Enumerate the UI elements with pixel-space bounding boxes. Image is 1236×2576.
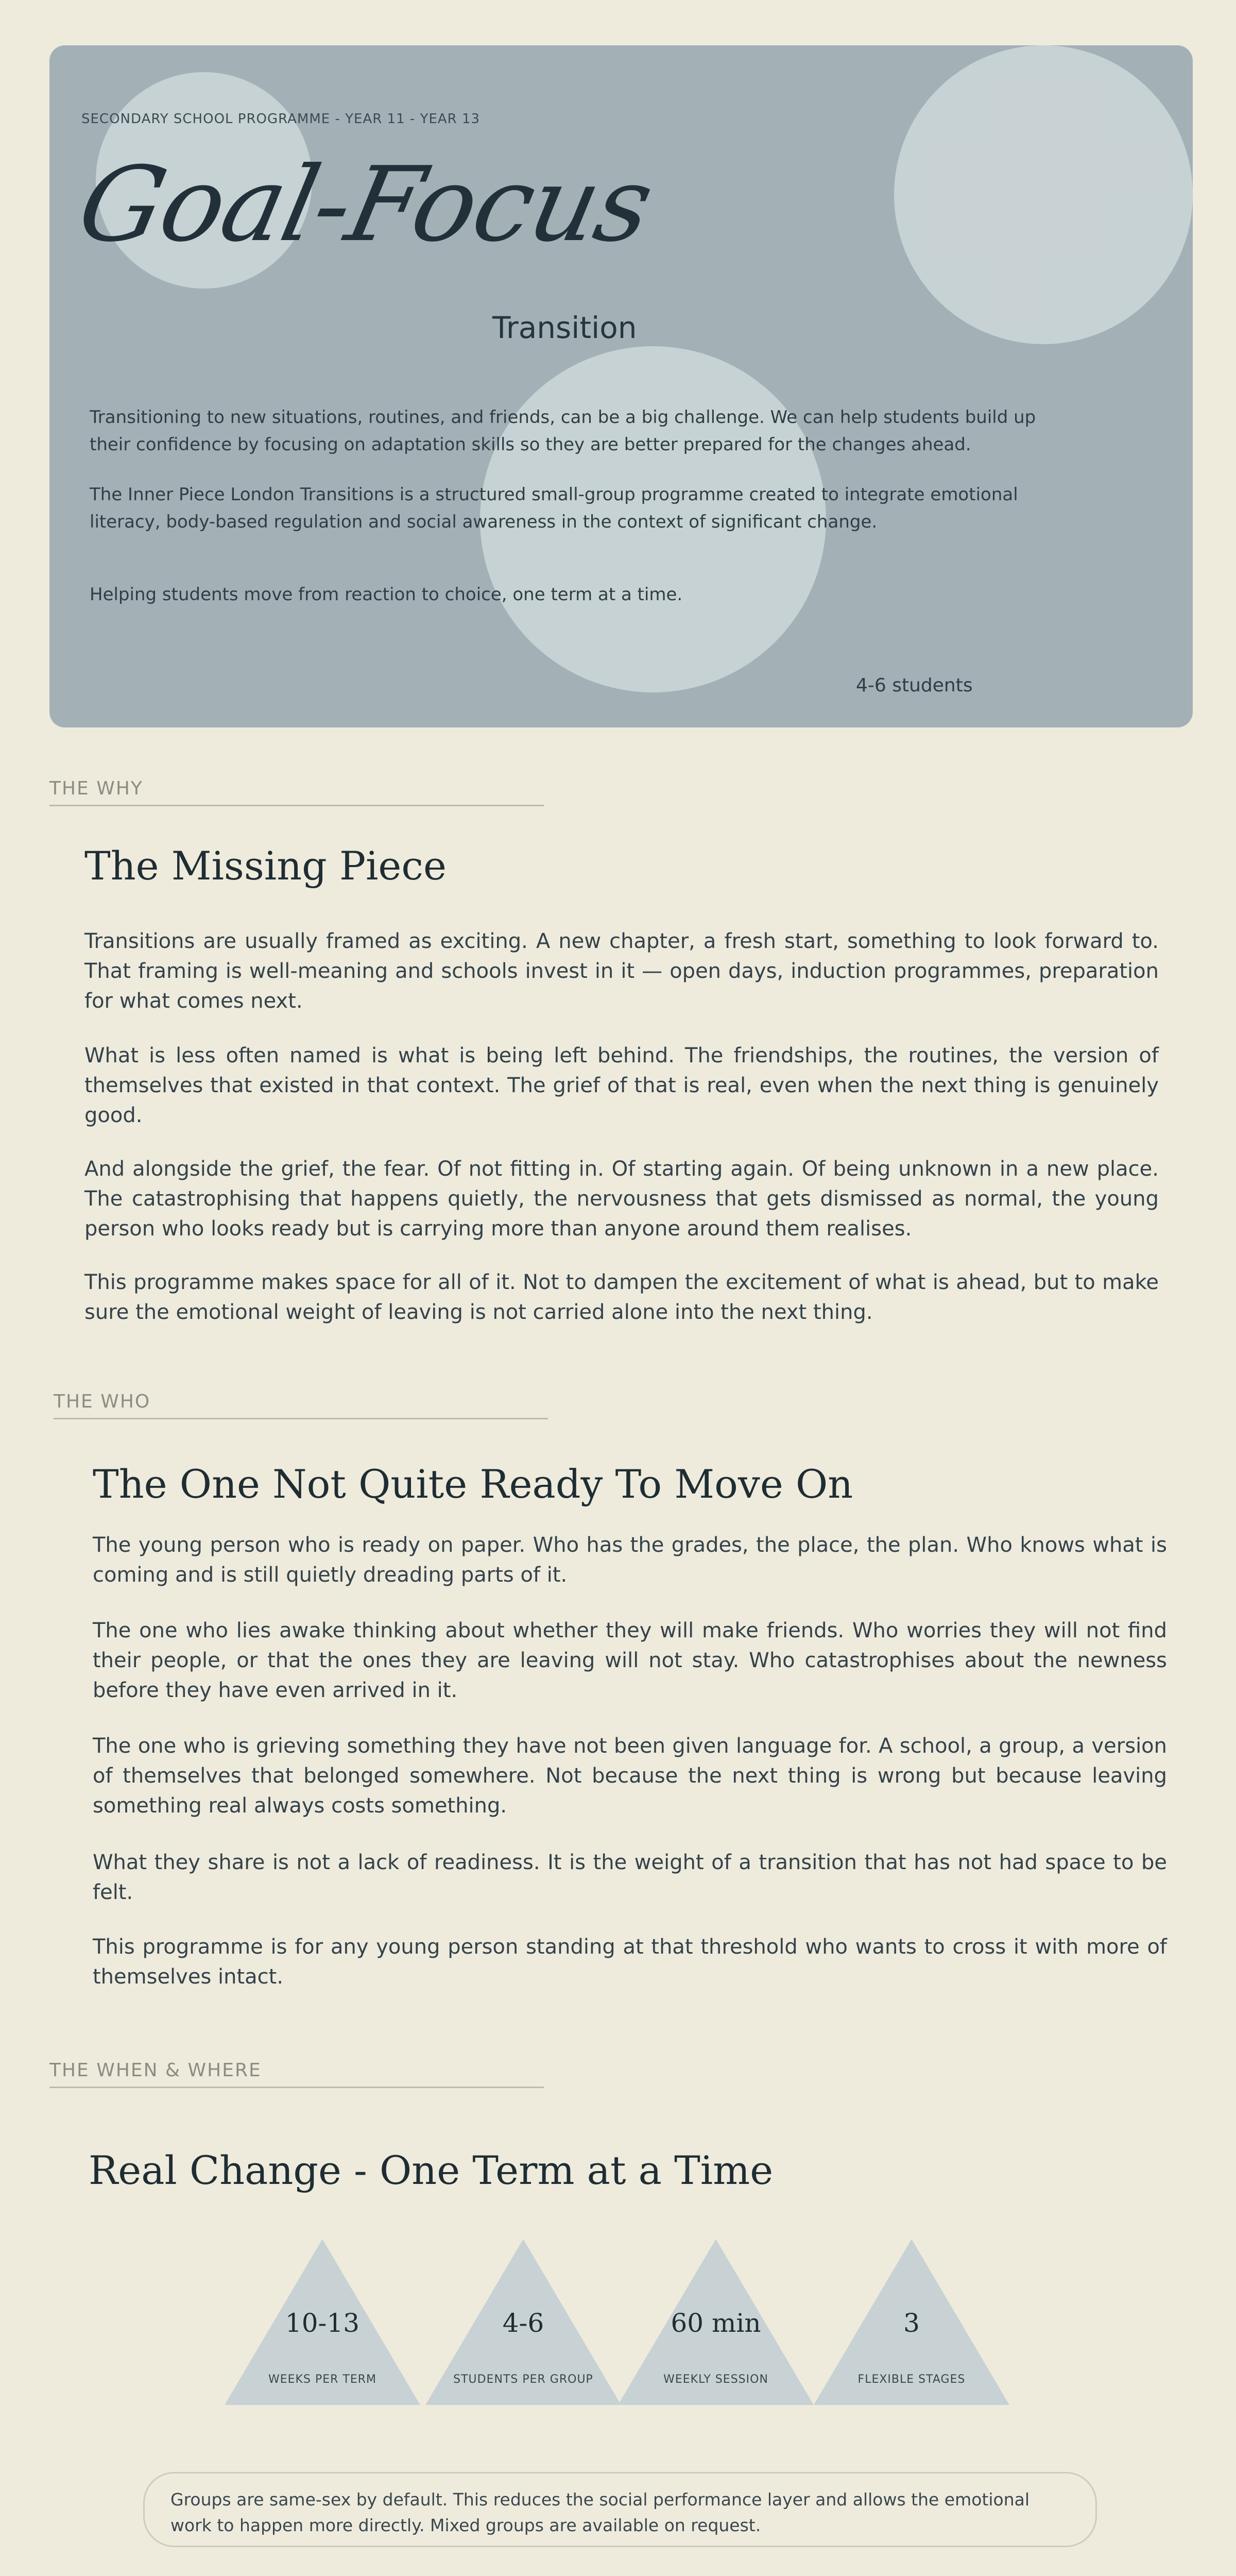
who-paragraph: What they share is not a lack of readiness. It is the weight of a transition that has not had space to be felt. <box>93 1851 1167 1904</box>
who-paragraph: The one who lies awake thinking about whether they will make friends. Who worries they will not find their people, or that the ones they are leaving will not stay. Who catastrophises about the newness before they have even arrived in it. <box>93 1619 1167 1702</box>
hero-subtitle: Transition <box>492 310 637 345</box>
who-paragraph: The one who is grieving something they have not been given language for. A school, a group, a version of themselves that belonged somewhere. Not because the next thing is wrong but because leaving something real always costs something. <box>93 1734 1167 1818</box>
decor-circle <box>894 45 1193 344</box>
section-heading-who: The One Not Quite Ready To Move On <box>93 1461 853 1507</box>
stat-label: WEEKS PER TERM <box>268 2373 376 2386</box>
stat-value: 4-6 <box>502 2308 544 2338</box>
why-paragraph: And alongside the grief, the fear. Of not fitting in. Of starting again. Of being unknown in a new place. The catastrophising that happens quietly, the nervousness that gets dismissed as normal, the young person who looks ready but is carrying more than anyone around them realises. <box>84 1157 1159 1241</box>
hero-title: Goal-Focus <box>68 145 662 265</box>
stat-value: 3 <box>903 2308 920 2338</box>
who-paragraph: This programme is for any young person standing at that threshold who wants to cross it with more of themselves intact. <box>93 1935 1167 1989</box>
why-paragraph: This programme makes space for all of it. Not to dampen the excitement of what is ahead, but to make sure the emotional weight of leaving is not carried alone into the next thing. <box>84 1270 1159 1324</box>
section-label-why: THE WHY <box>49 778 143 799</box>
stat-value: 10-13 <box>285 2308 360 2338</box>
hero-intro-3: Helping students move from reaction to choice, one term at a time. <box>90 584 683 605</box>
group-size: 4-6 students <box>856 675 973 696</box>
group-note: Groups are same-sex by default. This reduces the social performance layer and allows the emotional work to happen more directly. Mixed groups are available on request. <box>143 2472 1097 2547</box>
stat-students <box>425 2239 621 2405</box>
hero-intro-1: Transitioning to new situations, routines, and friends, can be a big challenge. We can help students build up their confidence by focusing on adaptation skills so they are better prepared for the changes ahead. <box>90 407 1036 455</box>
programme-tagline: SECONDARY SCHOOL PROGRAMME - YEAR 11 - YEAR 13 <box>81 111 480 127</box>
divider <box>54 1418 548 1419</box>
section-heading-when: Real Change - One Term at a Time <box>89 2147 774 2193</box>
why-paragraph: What is less often named is what is being left behind. The friendships, the routines, the version of themselves that existed in that context. The grief of that is real, even when the next thing is genuinely good. <box>84 1044 1159 1127</box>
section-label-who: THE WHO <box>54 1391 151 1412</box>
stat-session <box>618 2239 814 2405</box>
stat-label: WEEKLY SESSION <box>663 2373 768 2386</box>
hero-banner <box>49 45 1193 727</box>
divider <box>49 2087 544 2088</box>
who-paragraph: The young person who is ready on paper. Who has the grades, the place, the plan. Who knows what is coming and is still quietly dreading parts of it. <box>93 1533 1167 1587</box>
section-heading-why: The Missing Piece <box>84 843 447 889</box>
stat-label: STUDENTS PER GROUP <box>453 2373 593 2386</box>
stat-label: FLEXIBLE STAGES <box>857 2373 966 2386</box>
divider <box>49 805 544 806</box>
stat-stages <box>814 2239 1009 2405</box>
stat-value: 60 min <box>671 2308 761 2338</box>
why-paragraph: Transitions are usually framed as exciting. A new chapter, a fresh start, something to look forward to. That framing is well-meaning and schools invest in it — open days, induction programmes, preparation for what comes next. <box>84 929 1159 1013</box>
hero-intro-2: The Inner Piece London Transitions is a structured small-group programme created to integrate emotional literacy, body-based regulation and social awareness in the context of significant change. <box>90 484 1018 532</box>
stat-weeks <box>225 2239 420 2405</box>
section-label-when: THE WHEN & WHERE <box>49 2060 262 2081</box>
